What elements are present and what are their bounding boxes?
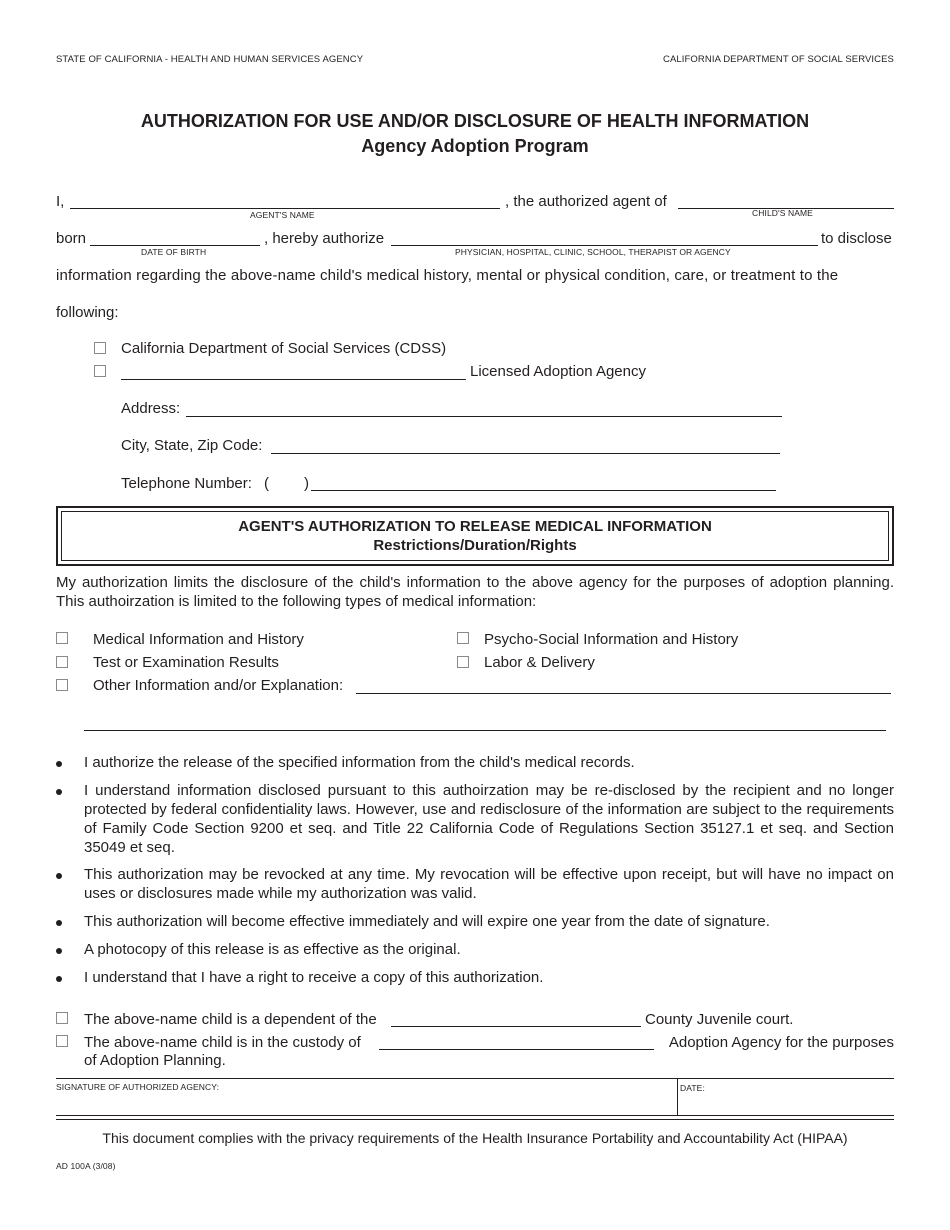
bullet-text-copy-right: I understand that I have a right to receive a copy of this authorization.	[84, 969, 544, 986]
labor-delivery-checkbox[interactable]	[457, 656, 469, 668]
city-state-zip-label: City, State, Zip Code:	[121, 437, 263, 454]
signature-divider	[677, 1079, 678, 1116]
hereby-authorize-text: , hereby authorize	[264, 230, 385, 247]
signature-field[interactable]	[56, 1094, 674, 1114]
date-label: DATE:	[680, 1083, 705, 1093]
custody-agency-field[interactable]	[379, 1031, 654, 1050]
medical-info-checkbox[interactable]	[56, 632, 68, 644]
area-code-open-paren: (	[264, 475, 269, 492]
psycho-social-checkbox[interactable]	[457, 632, 469, 644]
date-of-birth-label: DATE OF BIRTH	[141, 247, 207, 257]
custody-prefix: The above-name child is in the custody of	[84, 1034, 361, 1051]
dependent-checkbox[interactable]	[56, 1012, 68, 1024]
area-code-field[interactable]	[272, 472, 304, 490]
licensed-agency-name-field[interactable]	[121, 361, 466, 380]
form-title: AUTHORIZATION FOR USE AND/OR DISCLOSURE OF HEALTH INFORMATION	[140, 111, 810, 131]
test-results-checkbox[interactable]	[56, 656, 68, 668]
agency-header-left: STATE OF CALIFORNIA - HEALTH AND HUMAN SERVICES AGENCY	[56, 54, 364, 65]
other-info-checkbox[interactable]	[56, 679, 68, 691]
custody-suffix: Adoption Agency for the purposes	[668, 1034, 894, 1051]
custody-line2: of Adoption Planning.	[84, 1052, 226, 1069]
date-of-birth-field[interactable]	[90, 227, 260, 246]
i-prefix: I,	[56, 193, 65, 210]
bullet-marker	[56, 976, 62, 982]
agents-name-field[interactable]	[70, 190, 500, 209]
other-info-label: Other Information and/or Explanation:	[93, 677, 344, 694]
signature-label: SIGNATURE OF AUTHORIZED AGENCY:	[56, 1082, 220, 1092]
dependent-suffix: County Juvenile court.	[645, 1011, 794, 1028]
bullet-marker	[56, 920, 62, 926]
address-label: Address:	[121, 400, 181, 417]
dependent-prefix: The above-name child is a dependent of the	[84, 1011, 377, 1028]
bullet-text-release: I authorize the release of the specified information from the child's medical records.	[84, 754, 635, 771]
address-field[interactable]	[186, 398, 782, 417]
following-text: following:	[56, 304, 119, 321]
bullet-text-redisclosure: I understand information disclosed pursuant to this authoirzation may be re-disclosed by the recipient and no longer protected by federal confidentiality laws. However, use and redisclosure of the information are subject to the requirements of Family Code Section 9200 et seq. and Title 22 California Code of Regulations Section 35127.1 et seq. and Section 35049 et seq.	[84, 782, 894, 856]
area-code-close-paren: )	[304, 475, 309, 492]
info-regarding-text: information regarding the above-name child's medical history, mental or physical condition, care, or treatment to the	[56, 267, 839, 284]
agency-header-right: CALIFORNIA DEPARTMENT OF SOCIAL SERVICES	[663, 54, 894, 65]
city-state-zip-field[interactable]	[271, 435, 780, 454]
authorized-agent-text: , the authorized agent of	[505, 193, 667, 210]
hipaa-notice: This document complies with the privacy requirements of the Health Insurance Portability and Accountability Act (HIPAA)	[102, 1130, 848, 1146]
bullet-marker	[56, 789, 62, 795]
psycho-social-label: Psycho-Social Information and History	[484, 631, 739, 648]
medical-info-label: Medical Information and History	[93, 631, 304, 648]
to-disclose-text: to disclose	[821, 230, 892, 247]
bullet-marker	[56, 761, 62, 767]
authorization-subheading: Restrictions/Duration/Rights	[373, 537, 577, 554]
test-results-label: Test or Examination Results	[93, 654, 279, 671]
form-number: AD 100A (3/08)	[56, 1161, 116, 1171]
born-text: born	[56, 230, 87, 247]
cdss-label: California Department of Social Services (CDSS)	[121, 340, 447, 357]
provider-label: PHYSICIAN, HOSPITAL, CLINIC, SCHOOL, THERAPIST OR AGENCY	[455, 247, 731, 257]
date-field[interactable]	[680, 1094, 894, 1114]
limits-paragraph: My authorization limits the disclosure of the child's information to the above agency for the purposes of adoption planning. This authoirzation is limited to the following types of medical information:	[56, 574, 894, 610]
bullet-text-expiration: This authorization will become effective immediately and will expire one year from the date of signature.	[84, 913, 770, 930]
form-subtitle: Agency Adoption Program	[361, 136, 589, 156]
bullet-text-revocation: This authorization may be revocked at any time. My revocation will be effective upon receipt, but will have no impact on uses or disclosures made while my authorization was valid.	[84, 866, 894, 902]
telephone-label: Telephone Number:	[121, 475, 252, 492]
signature-bottom-rule	[56, 1115, 894, 1116]
telephone-field[interactable]	[311, 472, 776, 491]
bullet-marker	[56, 948, 62, 954]
other-info-field[interactable]	[356, 675, 891, 694]
childs-name-field[interactable]	[678, 190, 894, 209]
signature-top-rule	[56, 1078, 894, 1079]
custody-checkbox[interactable]	[56, 1035, 68, 1047]
bullet-text-photocopy: A photocopy of this release is as effective as the original.	[84, 941, 461, 958]
cdss-checkbox[interactable]	[94, 342, 106, 354]
licensed-agency-label: Licensed Adoption Agency	[470, 363, 646, 380]
authorization-heading: AGENT'S AUTHORIZATION TO RELEASE MEDICAL INFORMATION	[238, 518, 712, 535]
dependent-county-field[interactable]	[391, 1008, 641, 1027]
signature-bottom-rule-double	[56, 1119, 894, 1120]
licensed-agency-checkbox[interactable]	[94, 365, 106, 377]
childs-name-label: CHILD'S NAME	[752, 208, 813, 218]
other-info-continuation-field[interactable]	[84, 712, 886, 731]
provider-field[interactable]	[391, 227, 818, 246]
labor-delivery-label: Labor & Delivery	[484, 654, 595, 671]
authorization-box	[56, 506, 894, 566]
agents-name-label: AGENT'S NAME	[250, 210, 315, 220]
bullet-marker	[56, 873, 62, 879]
